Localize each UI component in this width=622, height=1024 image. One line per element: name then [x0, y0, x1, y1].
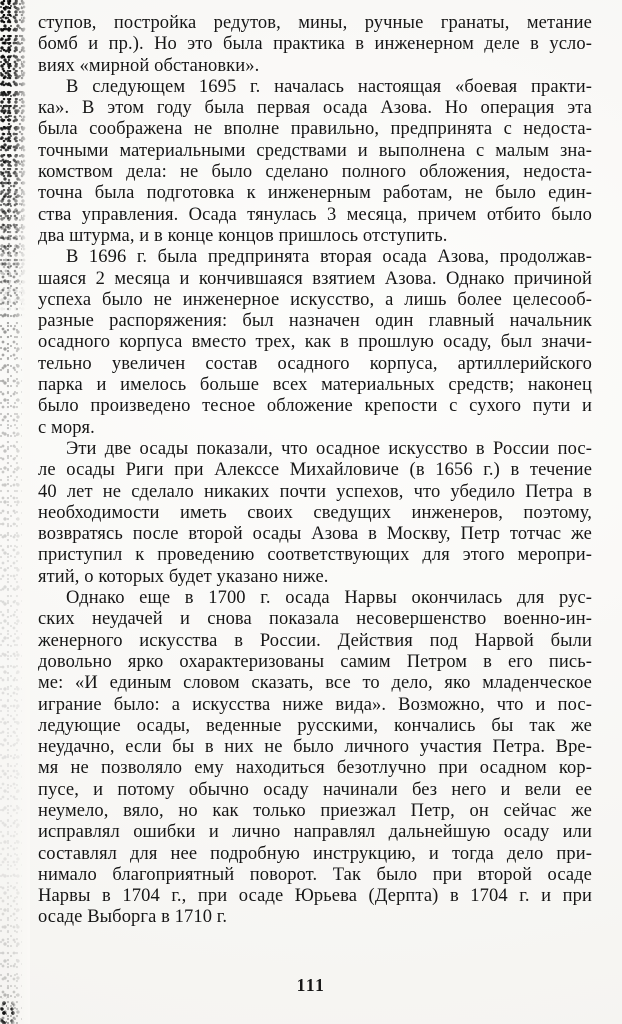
text-line: Однако еще в 1700 г. осада Нарвы окончилась для рус- — [66, 588, 592, 609]
paragraph — [38, 77, 592, 247]
text-line: неумело, вяло, но как только приезжал Петр, он сейчас же — [38, 800, 592, 821]
text-line: успеха было не инженерное искусство, а лишь более целесооб- — [38, 289, 592, 310]
text-line: В следующем 1695 г. началась настоящая «боевая практи- — [66, 76, 592, 97]
text-line: бомб и пр.). Но это была практика в инженерном деле в усло- — [38, 34, 592, 55]
page-text — [38, 13, 592, 929]
paragraph — [38, 588, 592, 929]
scan-noise-fade — [0, 0, 30, 1024]
text-line: Нарвы в 1704 г., при осаде Юрьева (Дерпта) в 1704 г. и при — [38, 886, 592, 907]
text-line: с моря. — [38, 417, 95, 438]
text-line: возвратясь после второй осады Азова в Москву, Петр тотчас же — [38, 524, 592, 545]
text-line: ства управления. Осада тянулась 3 месяца, причем отбито было — [38, 204, 592, 225]
text-line: ятий, о которых будет указано ниже. — [38, 566, 329, 587]
text-line: точна была подготовка к инженерным работам, не было един- — [38, 183, 592, 204]
paragraph — [38, 247, 592, 439]
text-line: необходимости иметь своих сведущих инженеров, поэтому, — [38, 502, 592, 523]
text-line: осаде Выборга в 1710 г. — [38, 907, 228, 928]
text-line: довольно ярко охарактеризованы самим Петром в его пись- — [38, 651, 592, 672]
text-line: исправлял ошибки и лично направлял дальнейшую осаду или — [38, 822, 592, 843]
text-line: ле осады Риги при Алекссе Михайловиче (в 1656 г.) в течение — [38, 460, 592, 481]
text-line: ледующие осады, веденные русскими, кончались бы так же — [38, 715, 592, 736]
text-line: точными материальными средствами и выполнена с малым зна- — [38, 140, 592, 161]
page-number: 111 — [296, 975, 326, 995]
text-line: пусе, и потому обычно осаду начинали без него и вели ее — [38, 779, 592, 800]
text-line: ка». В этом году была первая осада Азова. Но операция эта — [38, 98, 592, 119]
text-line: нимало благоприятный поворот. Так было при второй осаде — [38, 864, 592, 885]
text-line: ских неудачей и снова показала несовершенство военно-ин- — [38, 609, 592, 630]
text-line: ступов, постройка редутов, мины, ручные гранаты, метание — [38, 13, 592, 33]
text-line: В 1696 г. была предпринята вторая осада Азова, продолжав- — [66, 247, 592, 268]
text-line: приступил к проведению соответствующих для этого меропри- — [38, 545, 592, 566]
text-line: Эти две осады показали, что осадное искусство в России пос- — [66, 438, 592, 459]
text-line: два штурма, и в конце концов пришлось отступить. — [38, 225, 448, 246]
paragraph — [38, 439, 592, 588]
text-line: комством дела: не было сделано полного обложения, недоста- — [38, 162, 592, 183]
text-line: мя не позволяло ему находиться безотлучно при осадном кор- — [38, 758, 592, 779]
text-line: парка и имелось больше всех материальных средств; наконец — [38, 375, 592, 396]
text-line: составлял для нее подробную инструкцию, и тогда дело при- — [38, 843, 592, 864]
text-line: 40 лет не сделало никаких почти успехов, что убедило Петра в — [38, 481, 592, 502]
text-line: разные распоряжения: был назначен один главный начальник — [38, 311, 592, 332]
text-line: была соображена не вполне правильно, предпринята с недоста- — [38, 119, 592, 140]
text-line: виях «мирной обстановки». — [38, 55, 260, 76]
text-line: неудачно, если бы в них не было личного участия Петра. Вре- — [38, 737, 592, 758]
text-line: тельно увеличен состав осадного корпуса, артиллерийского — [38, 353, 592, 374]
paragraph — [38, 13, 592, 77]
text-line: ме: «И единым словом сказать, все то дело, яко младенческое — [38, 673, 592, 694]
text-line: играние было: а искусства ниже вида». Возможно, что и пос- — [38, 694, 592, 715]
text-line: было произведено тесное обложение крепости с сухого пути и — [38, 396, 592, 417]
text-line: осадного корпуса вместо трех, как в прошлую осаду, был значи- — [38, 332, 592, 353]
text-line: женерного искусства в России. Действия под Нарвой были — [38, 630, 592, 651]
text-line: шаяся 2 месяца и кончившаяся взятием Азова. Однако причиной — [38, 268, 592, 289]
